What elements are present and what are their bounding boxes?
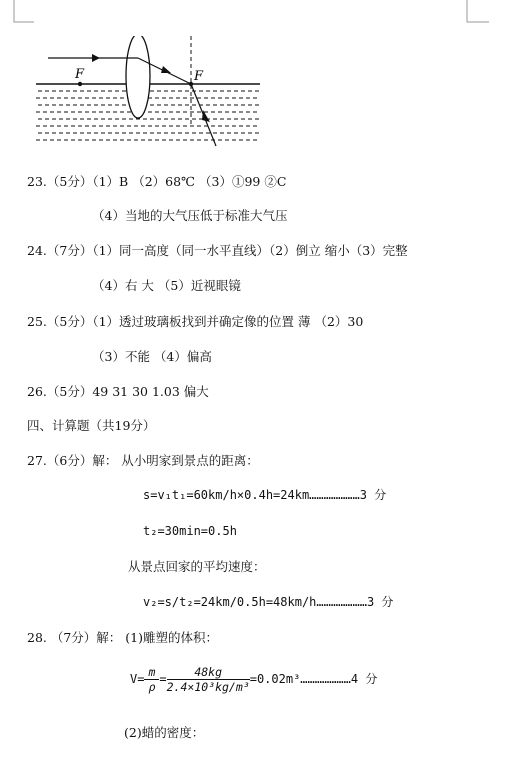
q27-formula1-score: …………………3 分 [309,488,387,502]
q28-formula-eq: = [159,672,167,686]
ray-arrow-2 [161,66,171,73]
crop-mark-left [14,0,34,22]
q27-formula3-text: v₂=s/t₂=24km/0.5h=48km/h [143,595,317,609]
q27-formula2: t₂=30min=0.5h [143,524,237,538]
q27-line1: 27.（6分）解： 从小明家到景点的距离： [27,453,259,468]
q25-line1: 25.（5分）（1）透过玻璃板找到并确定像的位置 薄 （2）30 [27,314,364,329]
q28-line3: (2)蜡的密度： [124,725,205,740]
q28-frac2-num: 48kg [167,665,250,680]
optics-diagram [30,36,270,156]
q27-formula3 [143,595,393,610]
q23-line1: 23.（5分）（1）B （2）68℃ （3）①99 ②C [27,174,287,189]
q28-formula-result: =0.02m³ [249,672,301,686]
q26-line1: 26.（5分）49 31 30 1.03 偏大 [27,384,209,399]
q28-fraction-2 [167,665,250,694]
ray-arrow-1 [92,54,100,62]
q28-frac1-num: m [144,665,159,680]
q23-line2: （4）当地的大气压低于标准大气压 [92,208,288,223]
q24-line1: 24.（7分）（1）同一高度（同一水平直线）（2）倒立 缩小（3）完整 [27,243,408,258]
focus-label-right: F [194,69,204,84]
focus-label-left: F [75,67,85,82]
section4-title: 四、计算题（共19分） [27,418,156,433]
q28-formula [130,664,377,694]
q27-formula1 [143,488,386,503]
q28-fraction-1 [144,665,159,694]
q28-frac2-den: 2.4×10³kg/m³ [166,680,250,694]
q27-formula3-score: …………………3 分 [316,595,394,609]
crop-mark-right [467,0,489,22]
convex-lens [126,36,150,118]
q24-line2: （4）右 大 （5）近视眼镜 [92,278,241,293]
q28-line1: 28. （7分）解： (1)雕塑的体积： [27,630,218,645]
focus-point-right [189,82,193,86]
crop-marks [0,0,517,30]
q28-formula-score: …………………4 分 [300,672,378,686]
focus-point-left [78,82,82,86]
q27-line4: 从景点回家的平均速度： [128,559,266,574]
q25-line2: （3）不能 （4）偏高 [92,349,212,364]
q28-formula-prefix: V= [130,672,145,686]
q27-formula1-text: s=v₁t₁=60km/h×0.4h=24km [143,488,310,502]
q28-frac1-den: ρ [148,680,156,694]
